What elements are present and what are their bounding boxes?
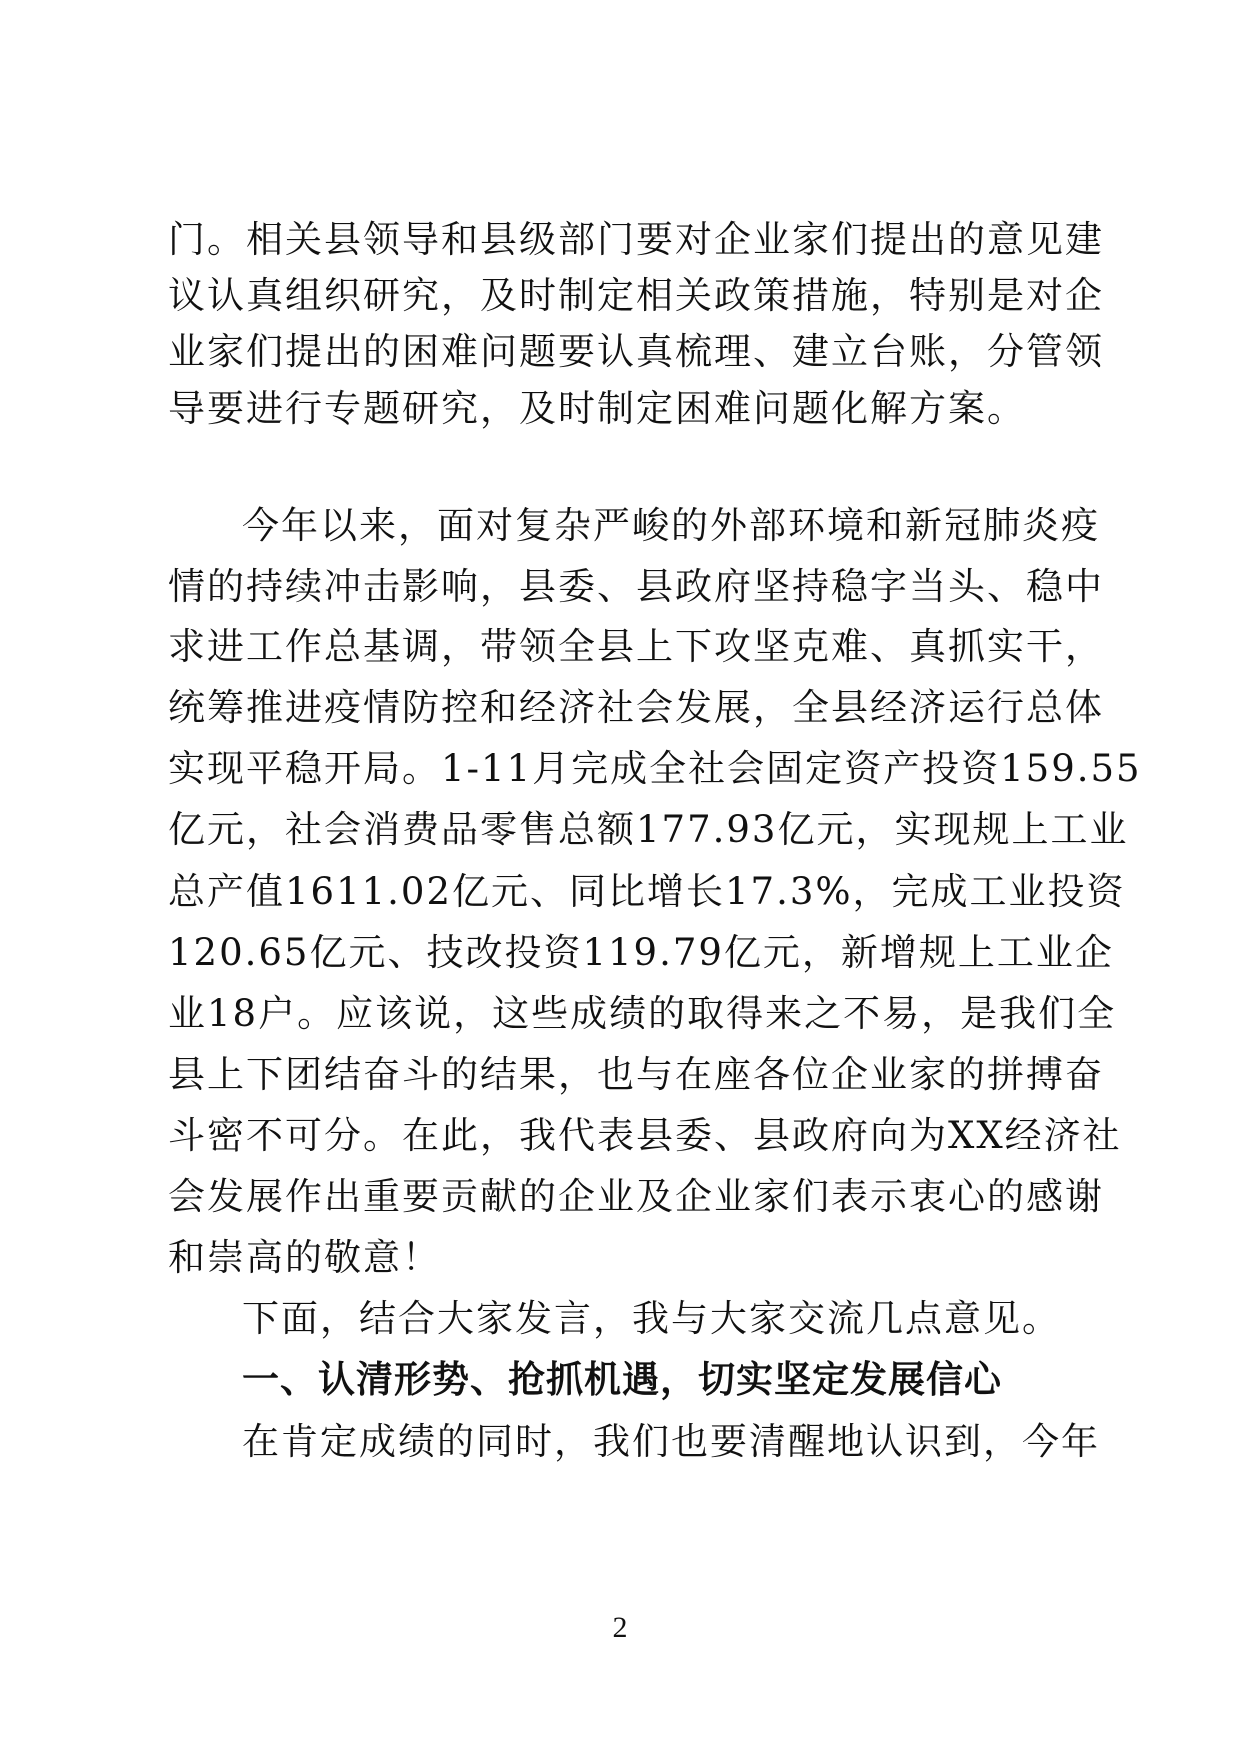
- text-line: 斗密不可分。在此，我代表县委、县政府向为XX经济社: [168, 1114, 1122, 1157]
- text-line: 议认真组织研究，及时制定相关政策措施，特别是对企: [168, 274, 1104, 317]
- text-line: 会发展作出重要贡献的企业及企业家们表示衷心的感谢: [168, 1175, 1104, 1218]
- text-line: 实现平稳开局。1-11月完成全社会固定资产投资159.55: [168, 747, 1142, 790]
- text-line: 今年以来，面对复杂严峻的外部环境和新冠肺炎疫: [242, 504, 1100, 547]
- text-line: 总产值1611.02亿元、同比增长17.3%，完成工业投资: [168, 870, 1126, 913]
- text-line: 亿元，社会消费品零售总额177.93亿元，实现规上工业: [168, 808, 1129, 851]
- text-line: 统筹推进疫情防控和经济社会发展，全县经济运行总体: [168, 686, 1104, 729]
- text-line: 业18户。应该说，这些成绩的取得来之不易，是我们全: [168, 992, 1117, 1035]
- text-line: 情的持续冲击影响，县委、县政府坚持稳字当头、稳中: [168, 565, 1104, 608]
- text-line: 下面，结合大家发言，我与大家交流几点意见。: [242, 1297, 1061, 1340]
- page-number: 2: [612, 1611, 628, 1644]
- text-line: 门。相关县领导和县级部门要对企业家们提出的意见建: [168, 218, 1104, 261]
- text-line: 和崇高的敬意！: [168, 1236, 441, 1279]
- text-line: 业家们提出的困难问题要认真梳理、建立台账，分管领: [168, 330, 1104, 373]
- text-line: 120.65亿元、技改投资119.79亿元，新增规上工业企: [168, 931, 1114, 974]
- text-line: 在肯定成绩的同时，我们也要清醒地认识到，今年: [242, 1420, 1100, 1463]
- text-line: 县上下团结奋斗的结果，也与在座各位企业家的拼搏奋: [168, 1053, 1104, 1096]
- section-heading: 一、认清形势、抢抓机遇，切实坚定发展信心: [242, 1358, 1002, 1401]
- text-line: 导要进行专题研究，及时制定困难问题化解方案。: [168, 387, 1026, 430]
- text-line: 求进工作总基调，带领全县上下攻坚克难、真抓实干，: [168, 625, 1104, 668]
